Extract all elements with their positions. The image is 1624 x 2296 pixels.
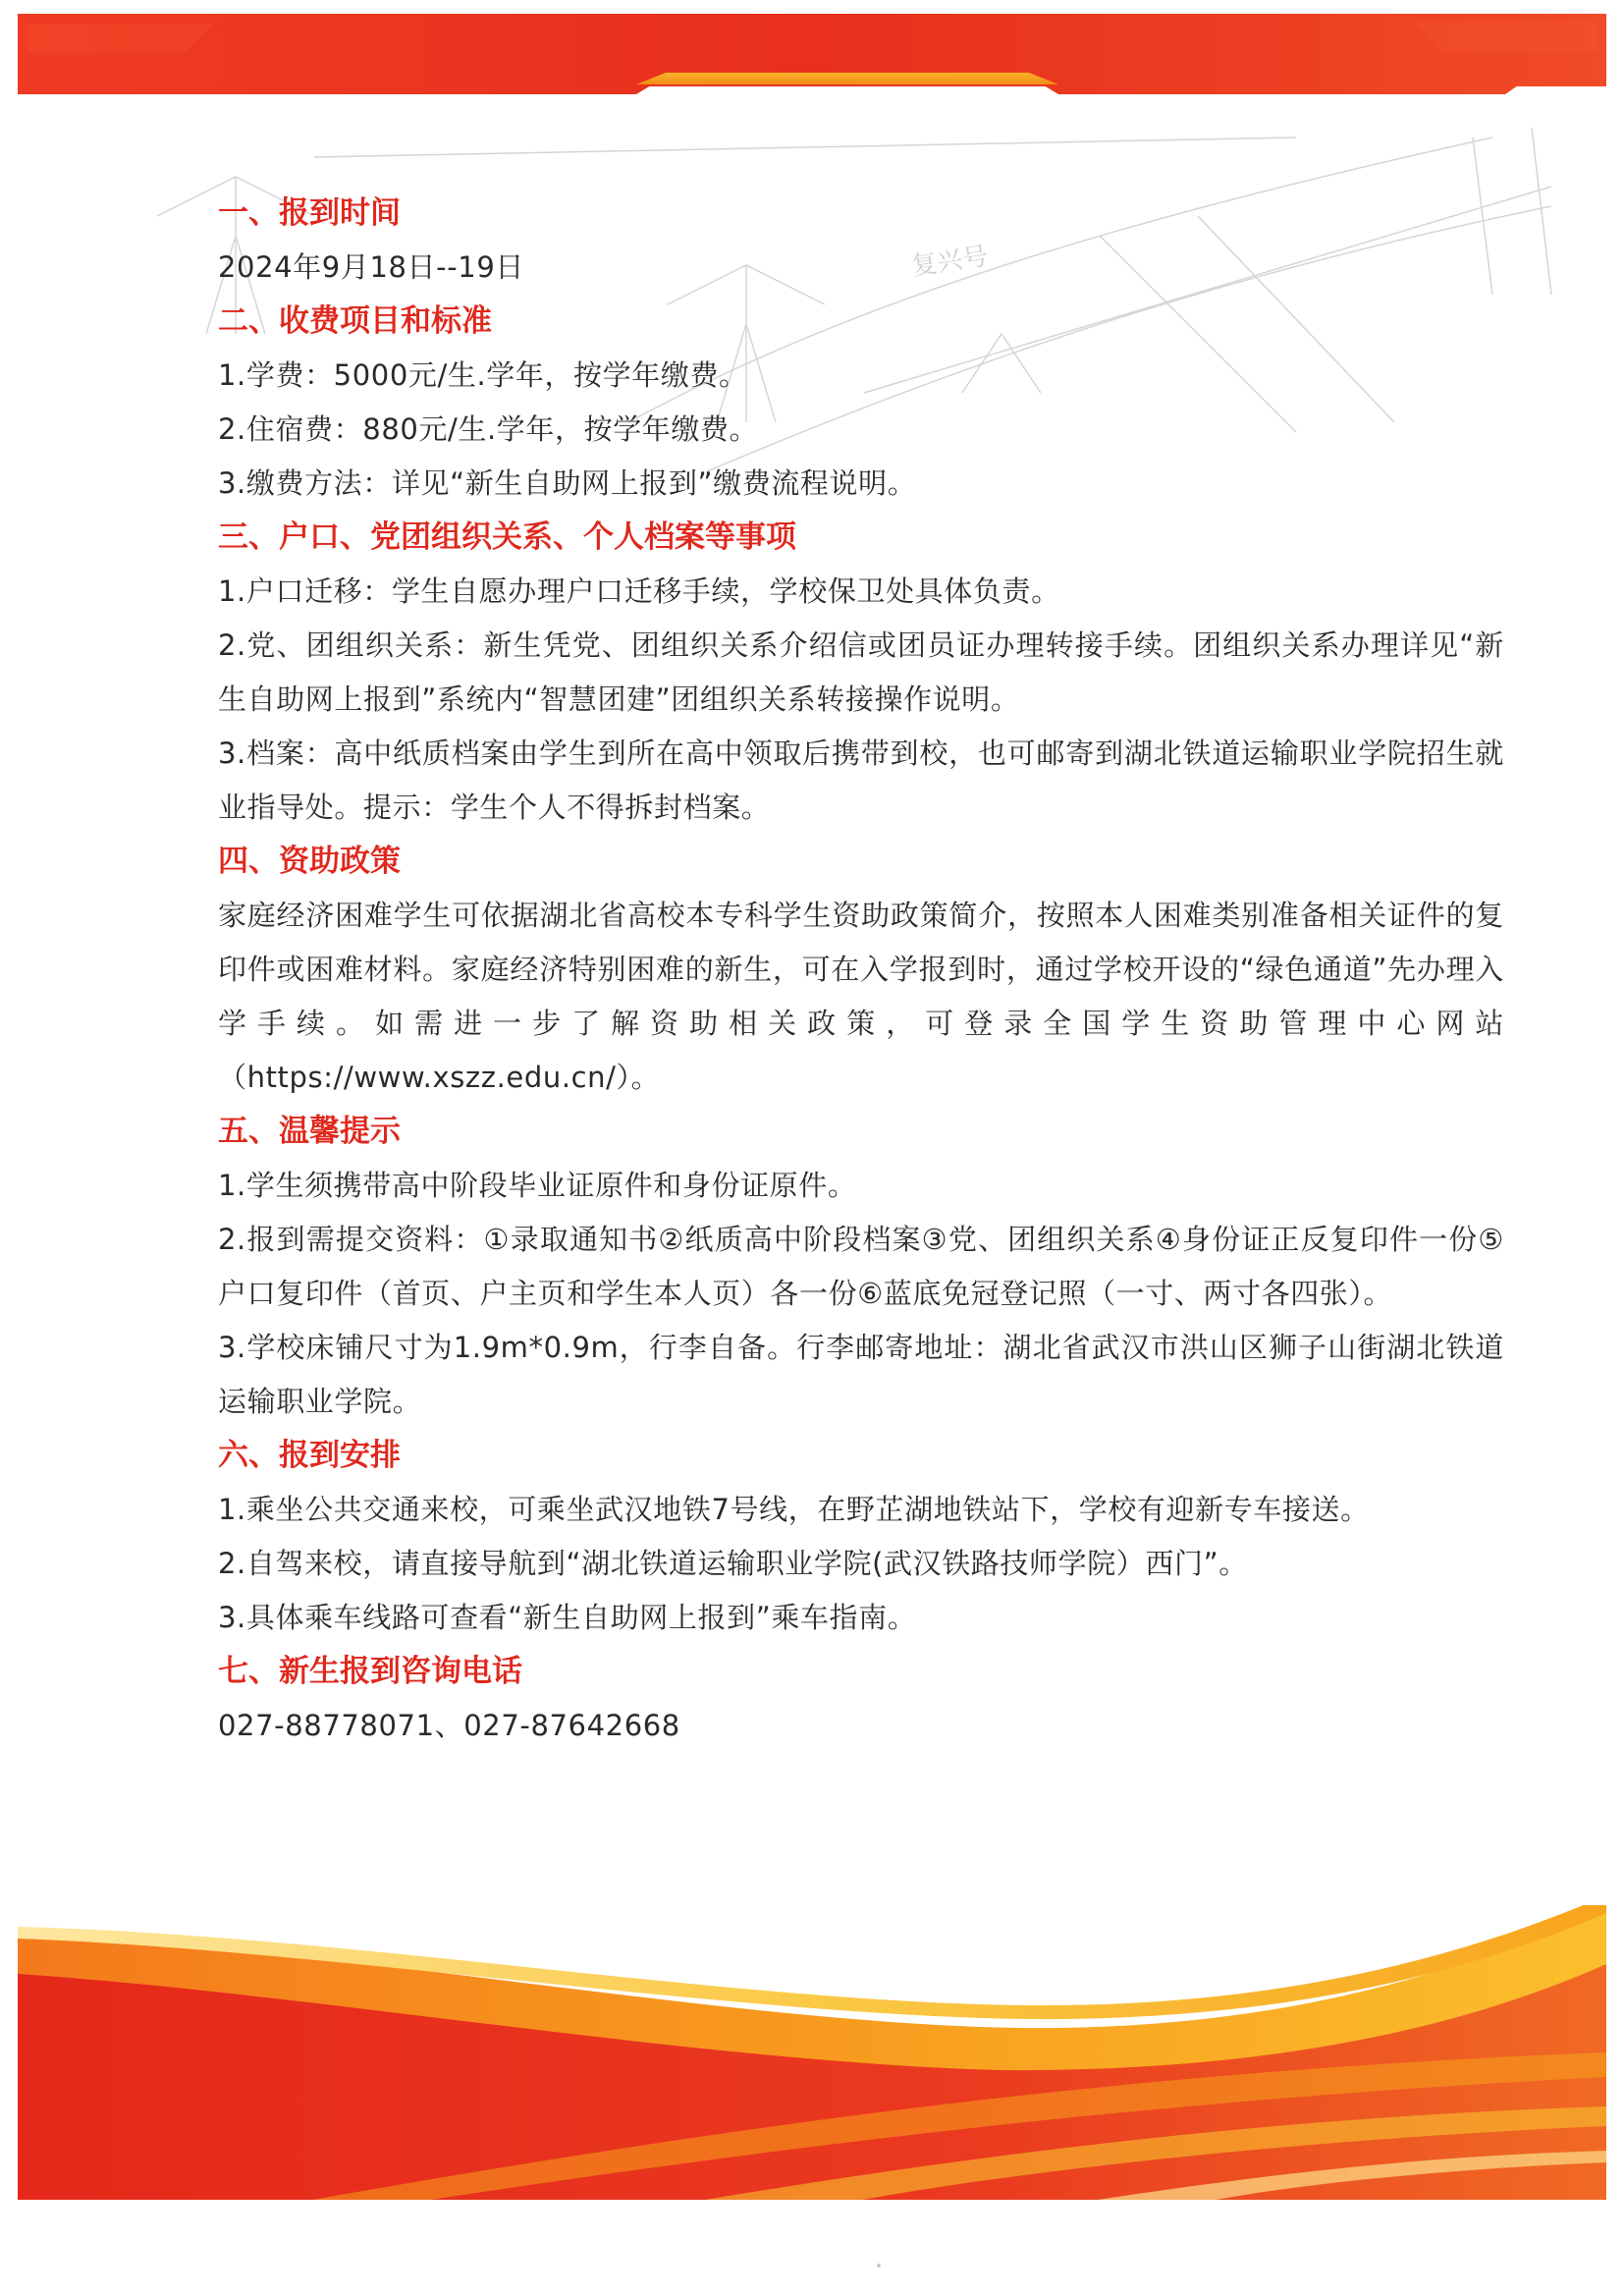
section-financial-aid [218, 835, 1504, 1105]
paragraph: 2.党、团组织关系：新生凭党、团组织关系介绍信或团员证办理转接手续。团组织关系办理详见“新生自助网上报到”系统内“智慧团建”团组织关系转接操作说明。 [218, 629, 1504, 716]
paragraph: 2.住宿费：880元/生.学年，按学年缴费。 [218, 412, 759, 446]
paragraph: 2.自驾来校，请直接导航到“湖北铁道运输职业学院(武汉铁路技师学院）西门”。 [218, 1547, 1248, 1580]
paragraph: 2024年9月18日--19日 [218, 250, 524, 284]
section-heading: 六、报到安排 [218, 1438, 401, 1473]
section-arrangement [218, 1429, 1504, 1645]
paragraph: 家庭经济困难学生可依据湖北省高校本专科学生资助政策简介，按照本人困难类别准备相关证件的复印件或困难材料。家庭经济特别困难的新生，可在入学报到时，通过学校开设的“绿色通道”先办理入学手续。如需进一步了解资助相关政策，可登录全国学生资助管理中心网站（https://www.xszz.edu.cn/）。 [218, 899, 1504, 1094]
section-heading: 二、收费项目和标准 [218, 303, 492, 339]
section-heading: 七、新生报到咨询电话 [218, 1654, 522, 1689]
bottom-wave-decoration [18, 1905, 1606, 2200]
paragraph: 3.学校床铺尺寸为1.9m*0.9m，行李自备。行李邮寄地址：湖北省武汉市洪山区狮子山街湖北铁道运输职业学院。 [218, 1331, 1504, 1418]
watermark-text: 复兴号 [909, 242, 991, 282]
section-records [218, 511, 1504, 835]
paragraph: 2.报到需提交资料：①录取通知书②纸质高中阶段档案③党、团组织关系④身份证正反复印件一份⑤户口复印件（首页、户主页和学生本人页）各一份⑥蓝底免冠登记照（一寸、两寸各四张）。 [218, 1223, 1504, 1310]
section-fees [218, 295, 1504, 511]
paragraph: 3.缴费方法：详见“新生自助网上报到”缴费流程说明。 [218, 466, 917, 500]
section-heading: 三、户口、党团组织关系、个人档案等事项 [218, 519, 796, 555]
paragraph: 1.学生须携带高中阶段毕业证原件和身份证原件。 [218, 1169, 857, 1202]
paragraph: 1.学费：5000元/生.学年，按学年缴费。 [218, 358, 748, 392]
top-banner [18, 14, 1606, 98]
paragraph: 1.户口迁移：学生自愿办理户口迁移手续，学校保卫处具体负责。 [218, 574, 1060, 608]
section-heading: 一、报到时间 [218, 195, 401, 231]
section-heading: 四、资助政策 [218, 844, 401, 879]
section-report-time [218, 187, 1504, 295]
scan-dot [877, 2264, 881, 2268]
paragraph: 1.乘坐公共交通来校，可乘坐武汉地铁7号线，在野芷湖地铁站下，学校有迎新专车接送。 [218, 1493, 1370, 1526]
section-hotline [218, 1645, 1504, 1753]
notice-content [218, 187, 1504, 1753]
section-heading: 五、温馨提示 [218, 1114, 401, 1149]
paragraph: 3.档案：高中纸质档案由学生到所在高中领取后携带到校，也可邮寄到湖北铁道运输职业学院招生就业指导处。提示：学生个人不得拆封档案。 [218, 737, 1504, 824]
paragraph: 3.具体乘车线路可查看“新生自助网上报到”乘车指南。 [218, 1601, 917, 1634]
section-tips [218, 1105, 1504, 1429]
phone-numbers: 027-88778071、027-87642668 [218, 1709, 680, 1742]
